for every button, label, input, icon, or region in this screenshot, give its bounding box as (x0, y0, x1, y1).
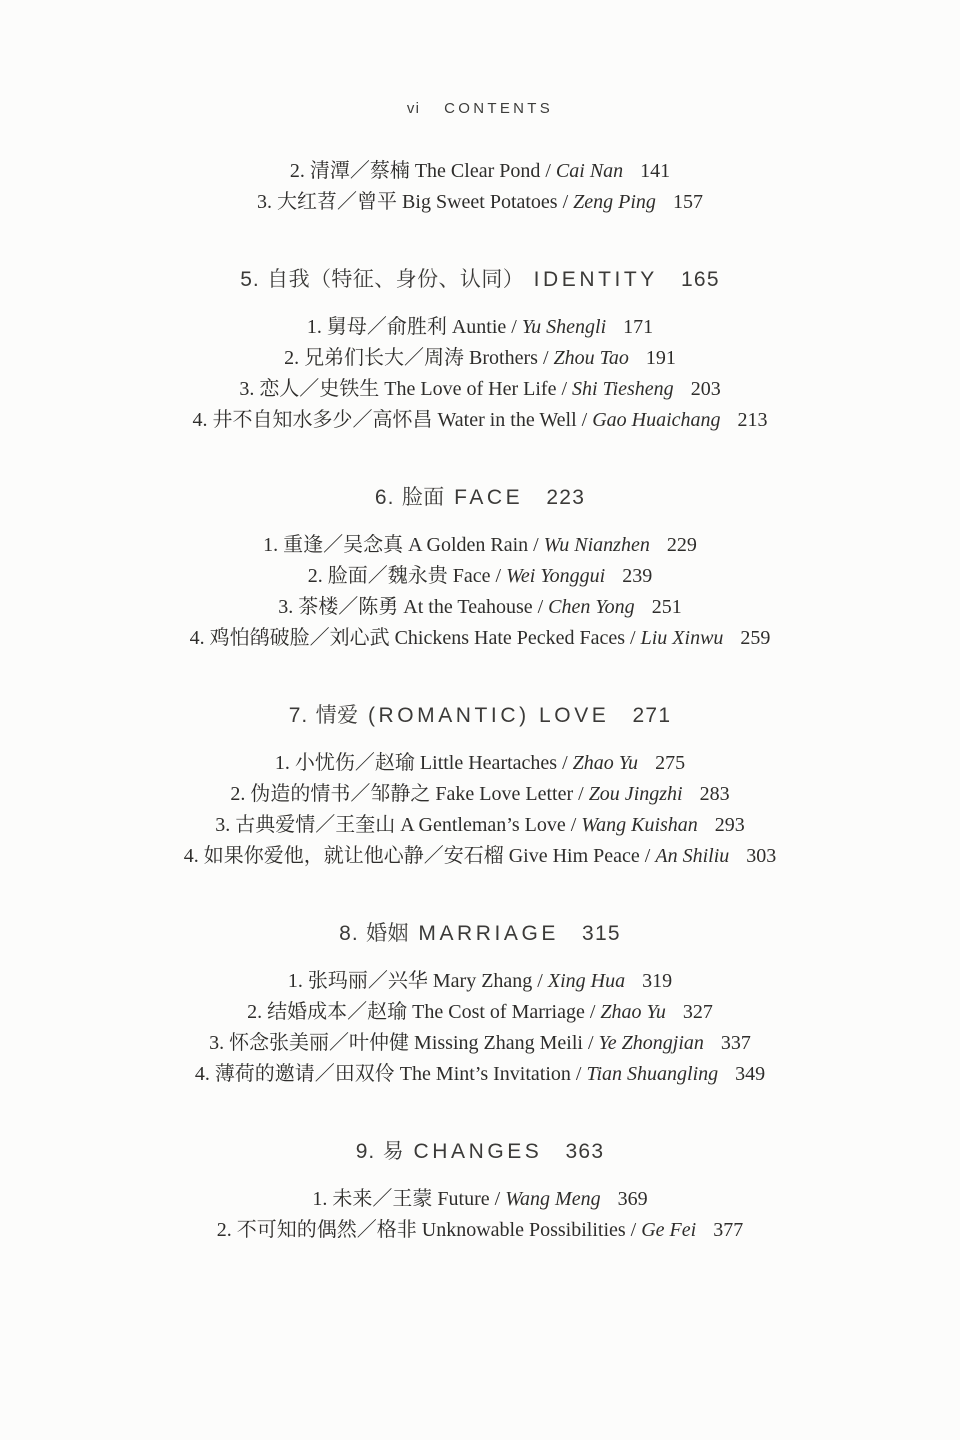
entry-author: Ye Zhongjian (598, 1032, 704, 1054)
entry-author: An Shiliu (655, 845, 730, 867)
entry-author: Yu Shengli (521, 316, 607, 338)
toc-entry (0, 623, 960, 654)
entry-page-number: 213 (737, 409, 768, 431)
section-page-number: 271 (632, 704, 672, 727)
entry-page-number: 369 (617, 1188, 648, 1210)
section-page-number: 223 (546, 486, 586, 509)
entry-title: 1. 舅母／俞胜利 Auntie / (306, 316, 522, 338)
section-page-number: 315 (582, 922, 621, 945)
entry-title: 3. 恋人／史铁生 The Love of Her Life / (239, 378, 573, 400)
toc-entry (0, 748, 960, 779)
entry-page-number: 283 (699, 783, 730, 805)
section-title-english: FACE (454, 486, 524, 509)
entry-page-number: 191 (645, 347, 676, 369)
entry-title: 4. 鸡怕鹐破脸／刘心武 Chickens Hate Pecked Faces / (189, 627, 641, 649)
section-title-english: (ROMANTIC) LOVE (367, 704, 610, 727)
section-heading (0, 700, 960, 731)
entry-title: 3. 茶楼／陈勇 At the Teahouse / (278, 596, 549, 618)
entry-title: 2. 结婚成本／赵瑜 The Cost of Marriage / (247, 1001, 601, 1023)
toc-entry (0, 997, 960, 1028)
entry-page-number: 327 (682, 1001, 713, 1023)
toc-section (0, 1136, 960, 1246)
toc-section (0, 482, 960, 654)
toc-entry (0, 405, 960, 436)
toc-section (0, 918, 960, 1090)
toc-entry (0, 1059, 960, 1090)
entry-page-number: 203 (690, 378, 721, 400)
toc-entry (0, 592, 960, 623)
entry-page-number: 319 (642, 970, 673, 992)
entry-author: Chen Yong (548, 596, 635, 618)
section-title-english: IDENTITY (533, 268, 658, 291)
toc-entry (0, 1215, 960, 1246)
toc-section (0, 700, 960, 872)
section-title-chinese: 易 (382, 1139, 405, 1163)
entry-author: Zeng Ping (573, 191, 656, 213)
entry-page-number: 377 (713, 1219, 744, 1241)
entry-author: Shi Tiesheng (572, 378, 674, 400)
entry-title: 4. 井不自知水多少／高怀昌 Water in the Well / (192, 409, 593, 431)
entry-author: Liu Xinwu (640, 627, 724, 649)
section-number: 6. (374, 486, 395, 509)
toc-entry (0, 156, 960, 187)
section-heading (0, 1136, 960, 1167)
entry-page-number: 275 (655, 752, 686, 774)
entry-page-number: 303 (746, 845, 777, 867)
entry-author: Wang Kuishan (581, 814, 698, 836)
toc-entry (0, 966, 960, 997)
toc-entry (0, 810, 960, 841)
entry-author: Wang Meng (505, 1188, 601, 1210)
toc-entry (0, 343, 960, 374)
entry-author: Zou Jingzhi (588, 783, 683, 805)
toc-entry (0, 561, 960, 592)
section-number: 7. (288, 704, 309, 727)
table-of-contents (0, 156, 960, 1246)
entry-title: 1. 未来／王蒙 Future / (312, 1188, 506, 1210)
section-page-number: 363 (565, 1140, 605, 1163)
toc-entry (0, 374, 960, 405)
entry-page-number: 337 (720, 1032, 751, 1054)
section-page-number: 165 (680, 268, 720, 291)
entry-author: Xing Hua (547, 970, 626, 992)
entry-title: 1. 小忧伤／赵瑜 Little Heartaches / (274, 752, 573, 774)
entry-title: 3. 大红苕／曾平 Big Sweet Potatoes / (257, 191, 574, 213)
toc-entry (0, 841, 960, 872)
section-number: 8. (339, 922, 359, 945)
toc-section (0, 156, 960, 218)
section-heading (0, 482, 960, 513)
entry-author: Gao Huaichang (592, 409, 721, 431)
entry-author: Ge Fei (641, 1219, 697, 1241)
toc-entry (0, 312, 960, 343)
toc-section (0, 264, 960, 436)
toc-entry (0, 187, 960, 218)
toc-entry (0, 530, 960, 561)
toc-entry (0, 1184, 960, 1215)
section-title-chinese: 脸面 (401, 485, 445, 509)
section-number: 5. (240, 268, 260, 291)
entry-title: 3. 古典爱情／王奎山 A Gentleman’s Love / (215, 814, 582, 836)
entry-author: Zhou Tao (553, 347, 629, 369)
running-head (0, 96, 960, 122)
entry-title: 1. 重逢／吴念真 A Golden Rain / (263, 534, 544, 556)
entry-author: Wu Nianzhen (543, 534, 650, 556)
entry-title: 4. 如果你爱他，就让他心静／安石榴 Give Him Peace / (183, 845, 656, 867)
entry-author: Tian Shuangling (586, 1063, 719, 1085)
toc-entry (0, 779, 960, 810)
toc-entry (0, 1028, 960, 1059)
entry-title: 2. 伪造的情书／邹静之 Fake Love Letter / (230, 783, 589, 805)
entry-title: 3. 怀念张美丽／叶仲健 Missing Zhang Meili / (209, 1032, 599, 1054)
entry-author: Cai Nan (555, 160, 624, 182)
entry-page-number: 259 (740, 627, 771, 649)
section-title-chinese: 婚姻 (366, 921, 409, 945)
section-title-chinese: 情爱 (315, 703, 359, 727)
section-title-english: MARRIAGE (418, 922, 559, 945)
section-title-english: CHANGES (413, 1140, 543, 1163)
entry-title: 2. 清潭／蔡楠 The Clear Pond / (289, 160, 556, 182)
entry-author: Zhao Yu (572, 752, 639, 774)
entry-page-number: 239 (622, 565, 653, 587)
entry-author: Zhao Yu (600, 1001, 666, 1023)
entry-page-number: 171 (623, 316, 654, 338)
section-number: 9. (355, 1140, 376, 1163)
entry-title: 2. 不可知的偶然／格非 Unknowable Possibilities / (216, 1219, 642, 1241)
entry-page-number: 349 (735, 1063, 766, 1085)
section-heading (0, 918, 960, 949)
section-heading (0, 264, 960, 295)
entry-page-number: 229 (666, 534, 697, 556)
folio-page-number: vi (406, 100, 421, 117)
entry-title: 1. 张玛丽／兴华 Mary Zhang / (287, 970, 548, 992)
section-title-chinese: 自我（特征、身份、认同） (267, 267, 525, 291)
entry-page-number: 293 (714, 814, 745, 836)
entry-page-number: 141 (640, 160, 671, 182)
page-title: CONTENTS (444, 100, 554, 117)
entry-page-number: 157 (672, 191, 703, 213)
entry-title: 2. 兄弟们长大／周涛 Brothers / (284, 347, 554, 369)
entry-page-number: 251 (651, 596, 682, 618)
entry-title: 4. 薄荷的邀请／田双伶 The Mint’s Invitation / (194, 1063, 587, 1085)
entry-author: Wei Yonggui (506, 565, 606, 587)
entry-title: 2. 脸面／魏永贵 Face / (307, 565, 507, 587)
